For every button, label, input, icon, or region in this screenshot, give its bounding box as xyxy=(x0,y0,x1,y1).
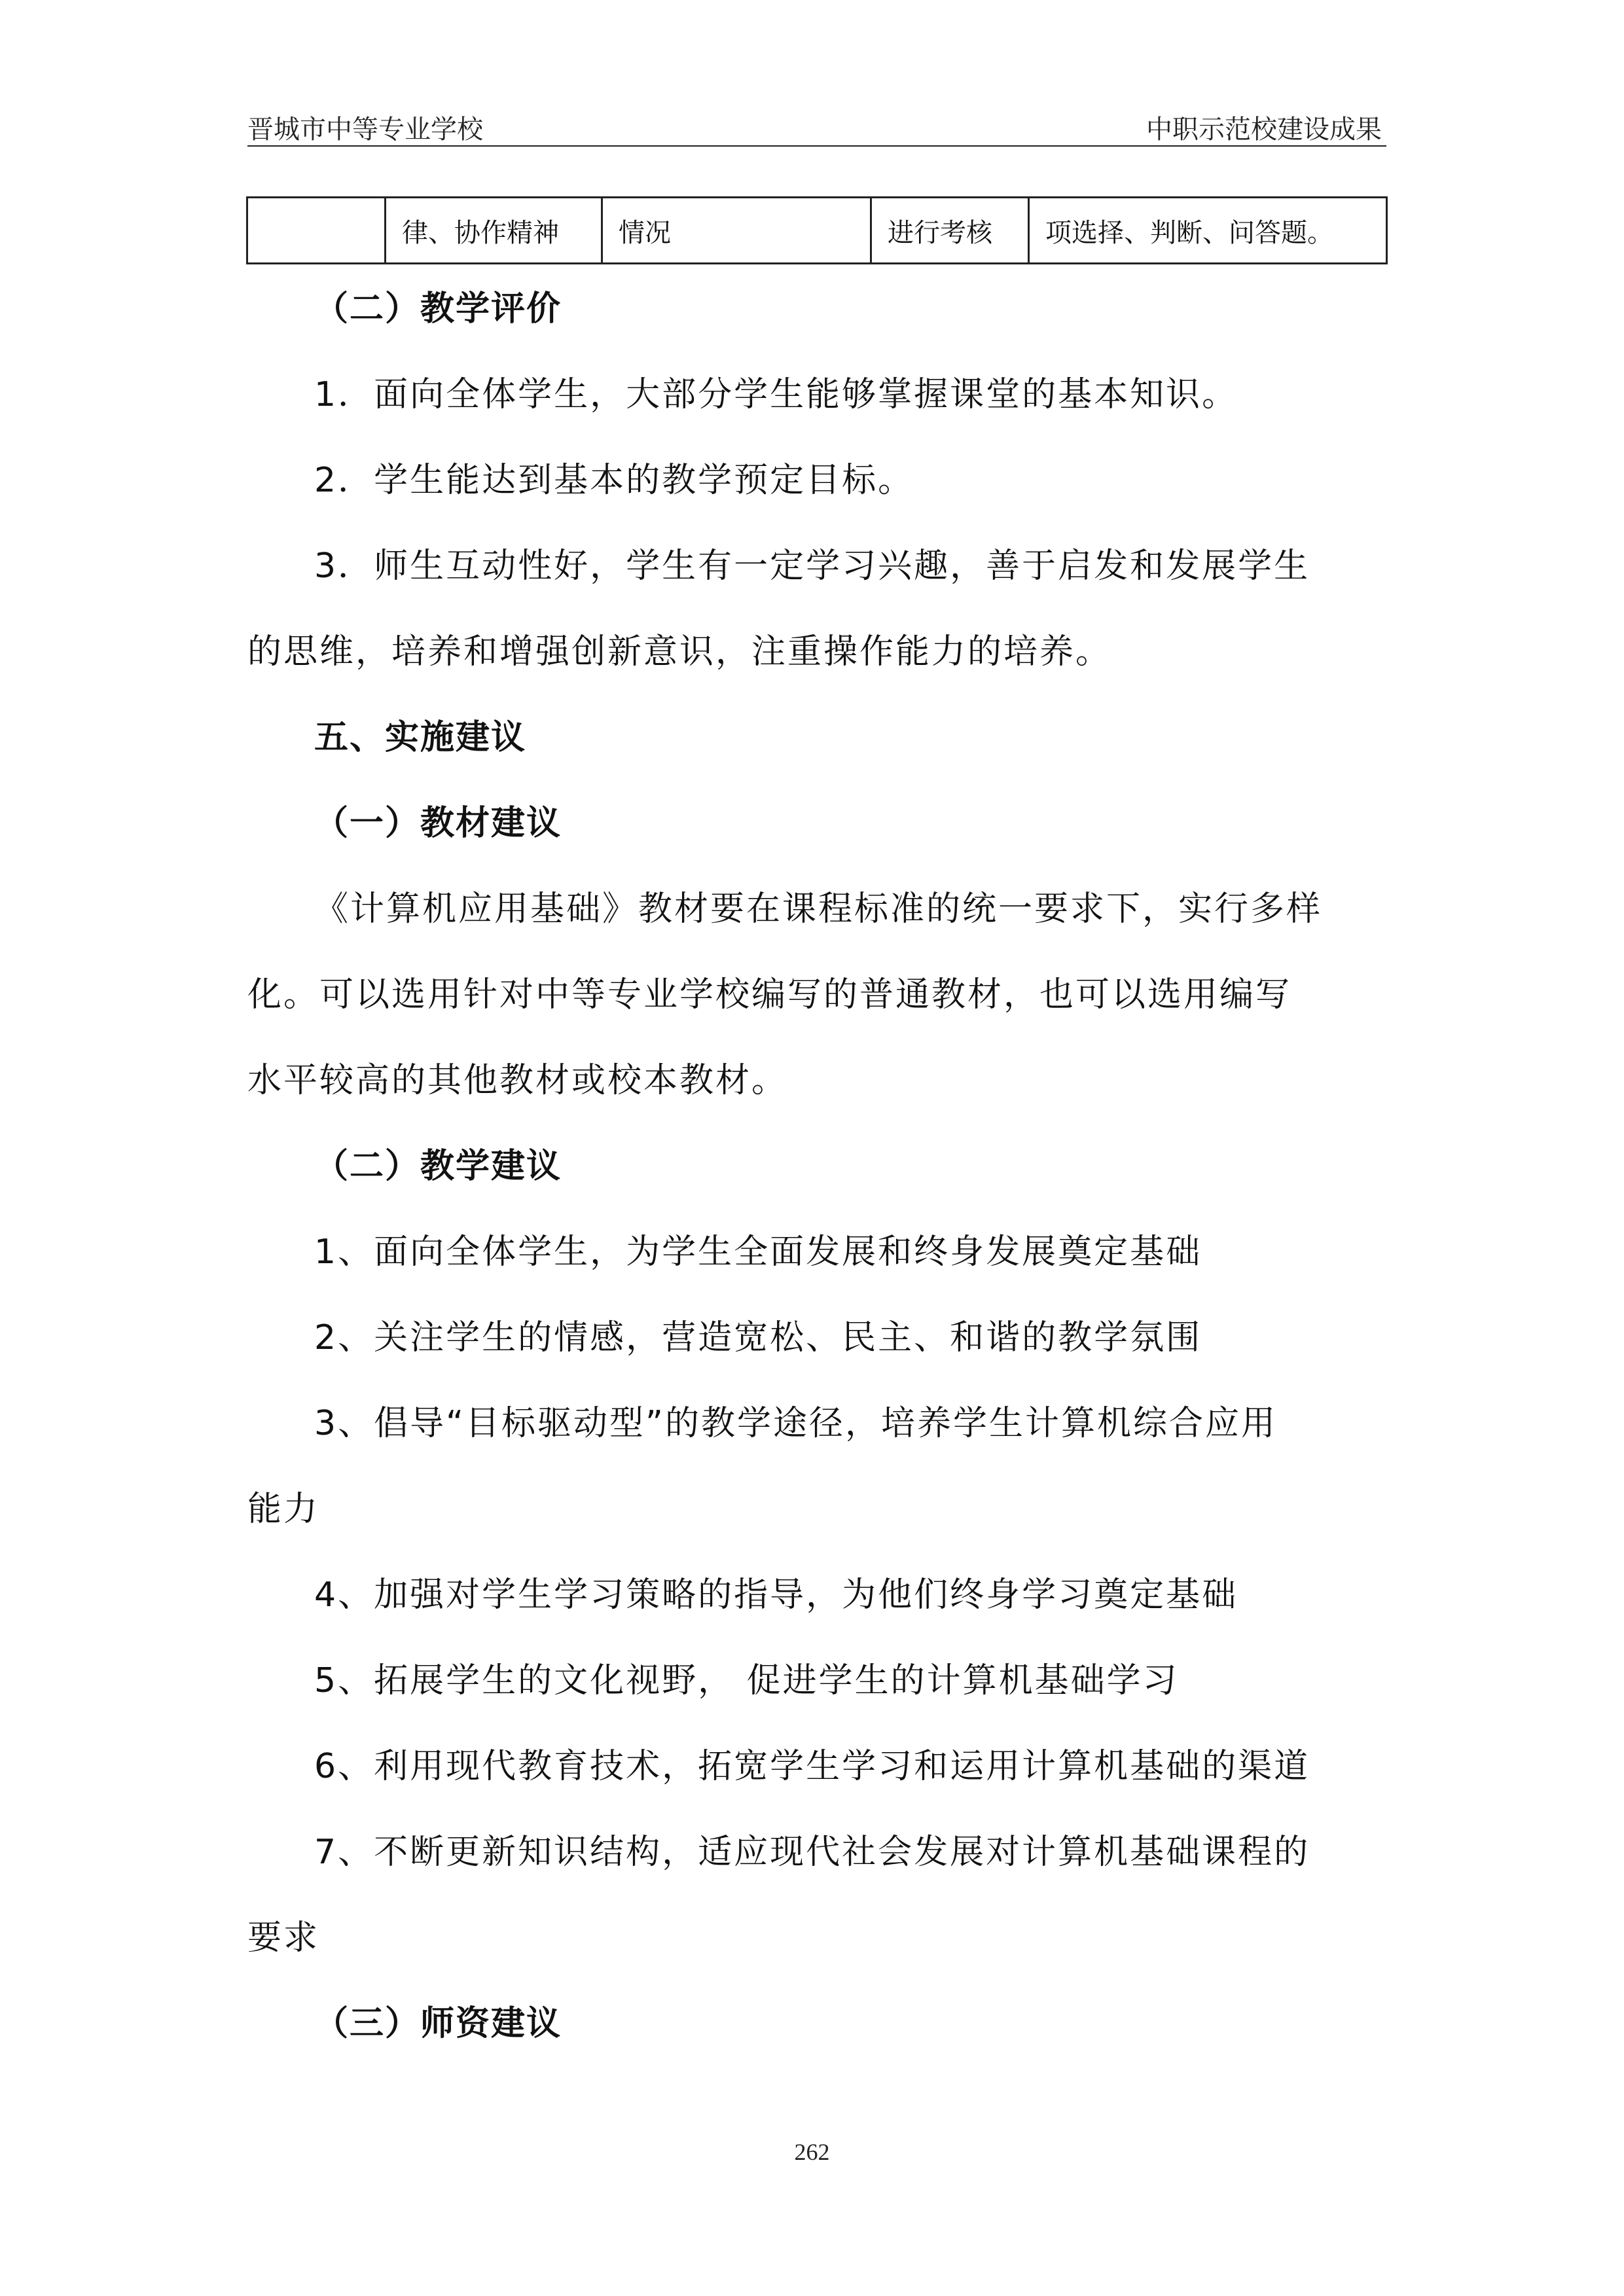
table-cell: 情况 xyxy=(602,198,871,264)
table-cell: 进行考核 xyxy=(871,198,1029,264)
paragraph-line: 2．学生能达到基本的教学预定目标。 xyxy=(314,461,914,500)
list-item: 3、倡导“目标驱动型”的教学途径，培养学生计算机综合应用 xyxy=(314,1404,1277,1443)
table-cell: 项选择、判断、问答题。 xyxy=(1029,198,1387,264)
list-item: 7、不断更新知识结构，适应现代社会发展对计算机基础课程的 xyxy=(314,1833,1310,1872)
paragraph-line: 《计算机应用基础》教材要在课程标准的统一要求下，实行多样 xyxy=(314,889,1323,929)
page-number: 262 xyxy=(794,2139,830,2165)
table-cell: 律、协作精神 xyxy=(386,198,602,264)
assessment-table xyxy=(246,196,1388,264)
list-item: 1、面向全体学生，为学生全面发展和终身发展奠定基础 xyxy=(314,1232,1202,1272)
section-heading: （二）教学评价 xyxy=(314,289,562,329)
chapter-heading: 五、实施建议 xyxy=(314,718,527,757)
list-item-continuation: 要求 xyxy=(247,1918,320,1958)
list-item: 4、加强对学生学习策略的指导，为他们终身学习奠定基础 xyxy=(314,1575,1238,1615)
header-rule xyxy=(247,145,1386,147)
section-heading: （三）师资建议 xyxy=(314,2004,562,2043)
list-item: 5、拓展学生的文化视野， 促进学生的计算机基础学习 xyxy=(314,1661,1179,1700)
section-heading: （二）教学建议 xyxy=(314,1147,562,1186)
list-item: 2、关注学生的情感，营造宽松、民主、和谐的教学氛围 xyxy=(314,1318,1202,1357)
paragraph-line: 1．面向全体学生，大部分学生能够掌握课堂的基本知识。 xyxy=(314,375,1238,414)
paragraph-line: 3．师生互动性好，学生有一定学习兴趣，善于启发和发展学生 xyxy=(314,547,1310,586)
paragraph-line: 的思维，培养和增强创新意识，注重操作能力的培养。 xyxy=(247,632,1112,672)
list-item-continuation: 能力 xyxy=(247,1490,320,1529)
list-item: 6、利用现代教育技术，拓宽学生学习和运用计算机基础的渠道 xyxy=(314,1747,1310,1786)
section-heading: （一）教材建议 xyxy=(314,804,562,843)
header-school-name: 晋城市中等专业学校 xyxy=(247,115,483,145)
paragraph-line: 化。可以选用针对中等专业学校编写的普通教材，也可以选用编写 xyxy=(247,975,1292,1014)
table-row xyxy=(247,198,1387,264)
header-project-title: 中职示范校建设成果 xyxy=(1146,115,1382,145)
paragraph-line: 水平较高的其他教材或校本教材。 xyxy=(247,1061,788,1100)
table-cell xyxy=(247,198,386,264)
